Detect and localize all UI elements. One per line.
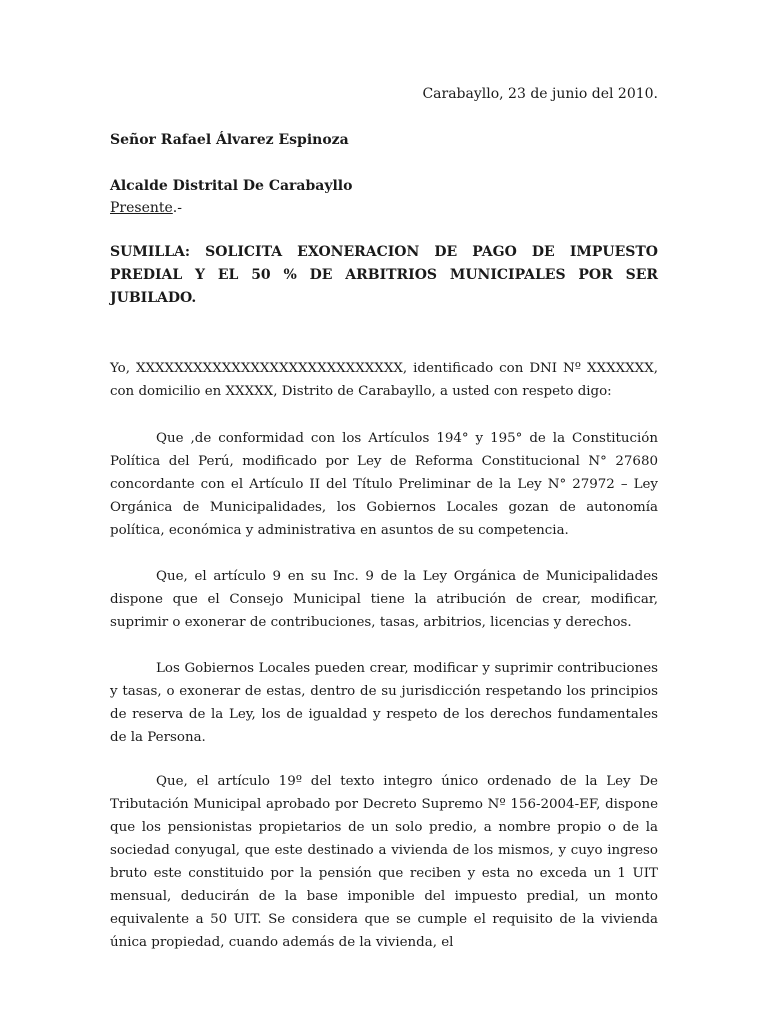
body-paragraph: Que ,de conformidad con los Artículos 194° y 195° de la Constitución Política del Perú, modificado por Ley de Reforma Constitucional N° 27680 concordante con el Artículo II del Título Preliminar de la Ley N° 27972 – Ley Orgánica de Municipalidades, los Gobiernos Locales gozan de autonomía política, económica y administrativa en asuntos de su competencia. [110,431,658,538]
sumilla-heading: SUMILLA: SOLICITA EXONERACION DE PAGO DE IMPUESTO PREDIAL Y EL 50 % DE ARBITRIOS MUNICIPALES POR SER JUBILADO. [110,244,658,306]
presente-line [110,198,182,218]
body-paragraph: Que, el artículo 9 en su Inc. 9 de la Ley Orgánica de Municipalidades dispone que el Consejo Municipal tiene la atribución de crear, modificar, suprimir o exonerar de contribuciones, tasas, arbitrios, licencias y derechos. [110,569,658,630]
presente-word: Presente [110,200,173,216]
body-paragraph: Los Gobiernos Locales pueden crear, modificar y suprimir contribuciones y tasas, o exonerar de estas, dentro de su jurisdicción respetando los principios de reserva de la Ley, los de igualdad y respeto de los derechos fundamentales de la Persona. [110,661,658,745]
recipient-name: Señor Rafael Álvarez Espinoza [110,132,349,148]
body-paragraph: Que, el artículo 19º del texto integro único ordenado de la Ley De Tributación Municipal aprobado por Decreto Supremo Nº 156-2004-EF, dispone que los pensionistas propietarios de un solo predio, a nombre propio o de la sociedad conyugal, que este destinado a vivienda de los mismos, y cuyo ingreso bruto este constituido por la pensión que reciben y esta no exceda un 1 UIT mensual, deducirán de la base imponible del impuesto predial, un monto equivalente a 50 UIT. Se considera que se cumple el requisito de la vivienda única propiedad, cuando además de la vivienda, el [110,774,658,950]
presente-suffix: .- [172,200,182,216]
letter-date: Carabayllo, 23 de junio del 2010. [422,86,658,102]
letter-page [110,0,658,1024]
recipient-title: Alcalde Distrital De Carabayllo [110,178,353,194]
intro-paragraph: Yo, XXXXXXXXXXXXXXXXXXXXXXXXXXXX, identificado con DNI Nº XXXXXXX, con domicilio en XXXXX, Distrito de Carabayllo, a usted con respeto digo: [110,361,658,399]
